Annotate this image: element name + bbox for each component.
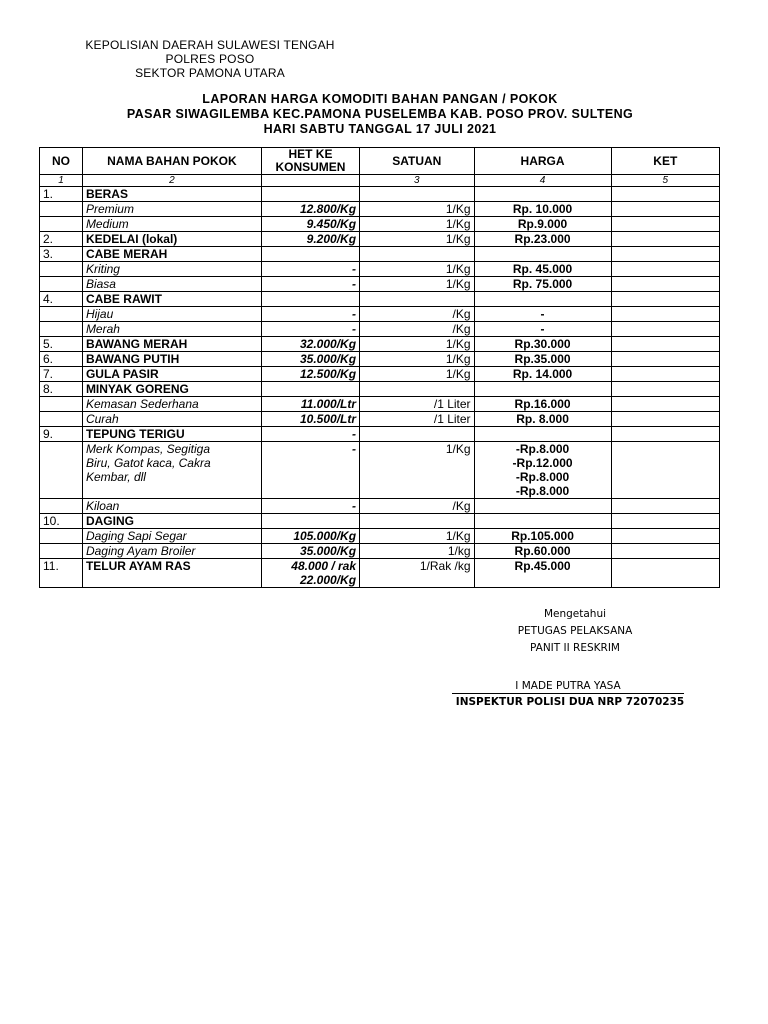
cell-satuan bbox=[360, 514, 475, 529]
column-number: 4 bbox=[474, 175, 611, 187]
table-row bbox=[40, 262, 720, 277]
cell-het: - bbox=[261, 427, 359, 442]
cell-name: TEPUNG TERIGU bbox=[82, 427, 261, 442]
column-number bbox=[261, 175, 359, 187]
table-row bbox=[40, 397, 720, 412]
cell-ket bbox=[611, 322, 719, 337]
cell-ket bbox=[611, 514, 719, 529]
cell-harga bbox=[474, 247, 611, 262]
report-title-line-1: LAPORAN HARGA KOMODITI BAHAN PANGAN / POKOK bbox=[202, 92, 558, 106]
cell-het: 48.000 / rak 22.000/Kg bbox=[261, 559, 359, 588]
cell-no: 9. bbox=[40, 427, 83, 442]
cell-het: 11.000/Ltr bbox=[261, 397, 359, 412]
cell-satuan: /Kg bbox=[360, 307, 475, 322]
cell-name: Hijau bbox=[82, 307, 261, 322]
cell-ket bbox=[611, 307, 719, 322]
cell-ket bbox=[611, 217, 719, 232]
cell-satuan: /1 Liter bbox=[360, 412, 475, 427]
cell-name: Merah bbox=[82, 322, 261, 337]
cell-het: - bbox=[261, 499, 359, 514]
table-row bbox=[40, 277, 720, 292]
cell-harga bbox=[474, 292, 611, 307]
cell-ket bbox=[611, 397, 719, 412]
cell-het: - bbox=[261, 262, 359, 277]
signature-role: PETUGAS PELAKSANA bbox=[517, 625, 633, 637]
cell-ket bbox=[611, 277, 719, 292]
cell-het: - bbox=[261, 442, 359, 499]
cell-no bbox=[40, 397, 83, 412]
cell-ket bbox=[611, 382, 719, 397]
cell-harga: Rp. 14.000 bbox=[474, 367, 611, 382]
cell-satuan bbox=[360, 187, 475, 202]
header-no: NO bbox=[40, 148, 83, 175]
table-row bbox=[40, 292, 720, 307]
cell-name: Daging Ayam Broiler bbox=[82, 544, 261, 559]
cell-no bbox=[40, 307, 83, 322]
cell-no: 8. bbox=[40, 382, 83, 397]
cell-no: 5. bbox=[40, 337, 83, 352]
cell-name: Daging Sapi Segar bbox=[82, 529, 261, 544]
table-row bbox=[40, 427, 720, 442]
cell-satuan: 1/Kg bbox=[360, 277, 475, 292]
cell-name: Curah bbox=[82, 412, 261, 427]
table-row bbox=[40, 232, 720, 247]
table-row bbox=[40, 337, 720, 352]
cell-het bbox=[261, 187, 359, 202]
cell-name: BERAS bbox=[82, 187, 261, 202]
table-row bbox=[40, 412, 720, 427]
cell-het bbox=[261, 382, 359, 397]
cell-ket bbox=[611, 202, 719, 217]
cell-harga: - bbox=[474, 307, 611, 322]
column-number: 3 bbox=[360, 175, 475, 187]
cell-ket bbox=[611, 412, 719, 427]
cell-het: 9.200/Kg bbox=[261, 232, 359, 247]
cell-no: 4. bbox=[40, 292, 83, 307]
cell-satuan: 1/Kg bbox=[360, 367, 475, 382]
cell-no: 3. bbox=[40, 247, 83, 262]
cell-name: DAGING bbox=[82, 514, 261, 529]
cell-name: CABE MERAH bbox=[82, 247, 261, 262]
table-row bbox=[40, 499, 720, 514]
cell-satuan: 1/Kg bbox=[360, 337, 475, 352]
cell-harga bbox=[474, 187, 611, 202]
table-row bbox=[40, 367, 720, 382]
cell-no bbox=[40, 202, 83, 217]
cell-satuan: 1/Kg bbox=[360, 262, 475, 277]
cell-name: CABE RAWIT bbox=[82, 292, 261, 307]
cell-harga: Rp.45.000 bbox=[474, 559, 611, 588]
cell-het: 12.800/Kg bbox=[261, 202, 359, 217]
header-name: NAMA BAHAN POKOK bbox=[82, 148, 261, 175]
letterhead-line-2: POLRES POSO bbox=[165, 52, 255, 66]
table-row bbox=[40, 307, 720, 322]
cell-name: BAWANG MERAH bbox=[82, 337, 261, 352]
cell-ket bbox=[611, 232, 719, 247]
cell-harga: Rp.105.000 bbox=[474, 529, 611, 544]
column-number: 2 bbox=[82, 175, 261, 187]
header-harga: HARGA bbox=[474, 148, 611, 175]
cell-harga: Rp.16.000 bbox=[474, 397, 611, 412]
cell-satuan: 1/Kg bbox=[360, 217, 475, 232]
column-number-row bbox=[40, 175, 720, 187]
signature-block bbox=[440, 606, 710, 657]
cell-no bbox=[40, 529, 83, 544]
header-satuan: SATUAN bbox=[360, 148, 475, 175]
cell-name: Medium bbox=[82, 217, 261, 232]
report-title bbox=[40, 92, 720, 137]
cell-name: Biasa bbox=[82, 277, 261, 292]
cell-satuan: /Kg bbox=[360, 322, 475, 337]
cell-harga: Rp.60.000 bbox=[474, 544, 611, 559]
cell-ket bbox=[611, 442, 719, 499]
cell-het: 9.450/Kg bbox=[261, 217, 359, 232]
cell-name: Kemasan Sederhana bbox=[82, 397, 261, 412]
table-row bbox=[40, 187, 720, 202]
cell-no bbox=[40, 412, 83, 427]
table-row bbox=[40, 352, 720, 367]
cell-no: 1. bbox=[40, 187, 83, 202]
cell-satuan: 1/Kg bbox=[360, 529, 475, 544]
cell-satuan: 1/Kg bbox=[360, 352, 475, 367]
cell-no: 11. bbox=[40, 559, 83, 588]
column-number: 1 bbox=[40, 175, 83, 187]
cell-ket bbox=[611, 544, 719, 559]
cell-ket bbox=[611, 529, 719, 544]
table-row bbox=[40, 559, 720, 588]
cell-satuan: 1/kg bbox=[360, 544, 475, 559]
cell-no bbox=[40, 544, 83, 559]
cell-het: 10.500/Ltr bbox=[261, 412, 359, 427]
cell-harga bbox=[474, 514, 611, 529]
cell-name: KEDELAI (lokal) bbox=[82, 232, 261, 247]
signature-acknowledged: Mengetahui bbox=[543, 608, 607, 620]
cell-het bbox=[261, 514, 359, 529]
table-row bbox=[40, 529, 720, 544]
cell-harga: Rp.9.000 bbox=[474, 217, 611, 232]
cell-no bbox=[40, 442, 83, 499]
letterhead-line-1: KEPOLISIAN DAERAH SULAWESI TENGAH bbox=[85, 38, 335, 52]
cell-satuan bbox=[360, 382, 475, 397]
cell-harga: Rp. 45.000 bbox=[474, 262, 611, 277]
cell-het: 32.000/Kg bbox=[261, 337, 359, 352]
cell-ket bbox=[611, 292, 719, 307]
cell-het: - bbox=[261, 307, 359, 322]
cell-ket bbox=[611, 367, 719, 382]
cell-name: TELUR AYAM RAS bbox=[82, 559, 261, 588]
cell-no: 6. bbox=[40, 352, 83, 367]
cell-no bbox=[40, 322, 83, 337]
cell-ket bbox=[611, 559, 719, 588]
cell-het: 35.000/Kg bbox=[261, 544, 359, 559]
cell-satuan bbox=[360, 292, 475, 307]
header-het: HET KE KONSUMEN bbox=[261, 148, 359, 175]
cell-no: 10. bbox=[40, 514, 83, 529]
cell-ket bbox=[611, 427, 719, 442]
cell-name: Kiloan bbox=[82, 499, 261, 514]
cell-ket bbox=[611, 262, 719, 277]
cell-satuan: 1/Rak /kg bbox=[360, 559, 475, 588]
table-body bbox=[40, 187, 720, 588]
cell-harga: Rp. 8.000 bbox=[474, 412, 611, 427]
cell-het: 105.000/Kg bbox=[261, 529, 359, 544]
table-row bbox=[40, 322, 720, 337]
cell-satuan: /Kg bbox=[360, 499, 475, 514]
cell-harga: Rp.30.000 bbox=[474, 337, 611, 352]
cell-het: - bbox=[261, 322, 359, 337]
signature-unit: PANIT II RESKRIM bbox=[529, 642, 620, 654]
table-row bbox=[40, 247, 720, 262]
report-title-line-2: PASAR SIWAGILEMBA KEC.PAMONA PUSELEMBA KAB. POSO PROV. SULTENG bbox=[126, 107, 634, 121]
cell-harga bbox=[474, 427, 611, 442]
cell-name: GULA PASIR bbox=[82, 367, 261, 382]
table-header-row bbox=[40, 148, 720, 175]
cell-satuan: 1/Kg bbox=[360, 232, 475, 247]
cell-name: MINYAK GORENG bbox=[82, 382, 261, 397]
cell-harga: -Rp.8.000 -Rp.12.000 -Rp.8.000 -Rp.8.000 bbox=[474, 442, 611, 499]
price-table bbox=[39, 147, 720, 588]
table-row bbox=[40, 544, 720, 559]
cell-het: - bbox=[261, 277, 359, 292]
table-row bbox=[40, 442, 720, 499]
cell-het: 35.000/Kg bbox=[261, 352, 359, 367]
cell-ket bbox=[611, 247, 719, 262]
cell-satuan: 1/Kg bbox=[360, 202, 475, 217]
cell-satuan: /1 Liter bbox=[360, 397, 475, 412]
cell-het bbox=[261, 292, 359, 307]
letterhead bbox=[40, 38, 380, 80]
table-row bbox=[40, 217, 720, 232]
column-number: 5 bbox=[611, 175, 719, 187]
table-row bbox=[40, 514, 720, 529]
signatory-rank: INSPEKTUR POLISI DUA NRP 72070235 bbox=[455, 696, 685, 708]
cell-ket bbox=[611, 337, 719, 352]
cell-harga: Rp.23.000 bbox=[474, 232, 611, 247]
cell-ket bbox=[611, 499, 719, 514]
cell-no: 7. bbox=[40, 367, 83, 382]
cell-harga: Rp. 10.000 bbox=[474, 202, 611, 217]
cell-satuan bbox=[360, 247, 475, 262]
cell-harga: Rp. 75.000 bbox=[474, 277, 611, 292]
cell-ket bbox=[611, 187, 719, 202]
cell-het bbox=[261, 247, 359, 262]
cell-no bbox=[40, 262, 83, 277]
cell-name: Premium bbox=[82, 202, 261, 217]
cell-name: Merk Kompas, Segitiga Biru, Gatot kaca, Cakra Kembar, dll bbox=[82, 442, 261, 499]
cell-no bbox=[40, 277, 83, 292]
cell-ket bbox=[611, 352, 719, 367]
table-row bbox=[40, 382, 720, 397]
cell-name: BAWANG PUTIH bbox=[82, 352, 261, 367]
cell-het: 12.500/Kg bbox=[261, 367, 359, 382]
cell-harga: Rp.35.000 bbox=[474, 352, 611, 367]
cell-no bbox=[40, 217, 83, 232]
cell-harga bbox=[474, 382, 611, 397]
report-title-line-3: HARI SABTU TANGGAL 17 JULI 2021 bbox=[263, 122, 497, 136]
cell-satuan: 1/Kg bbox=[360, 442, 475, 499]
cell-harga bbox=[474, 499, 611, 514]
table-row bbox=[40, 202, 720, 217]
cell-no: 2. bbox=[40, 232, 83, 247]
cell-no bbox=[40, 499, 83, 514]
letterhead-line-3: SEKTOR PAMONA UTARA bbox=[135, 66, 285, 80]
cell-satuan bbox=[360, 427, 475, 442]
signatory-name: I MADE PUTRA YASA bbox=[452, 680, 684, 694]
cell-harga: - bbox=[474, 322, 611, 337]
header-ket: KET bbox=[611, 148, 719, 175]
cell-name: Kriting bbox=[82, 262, 261, 277]
